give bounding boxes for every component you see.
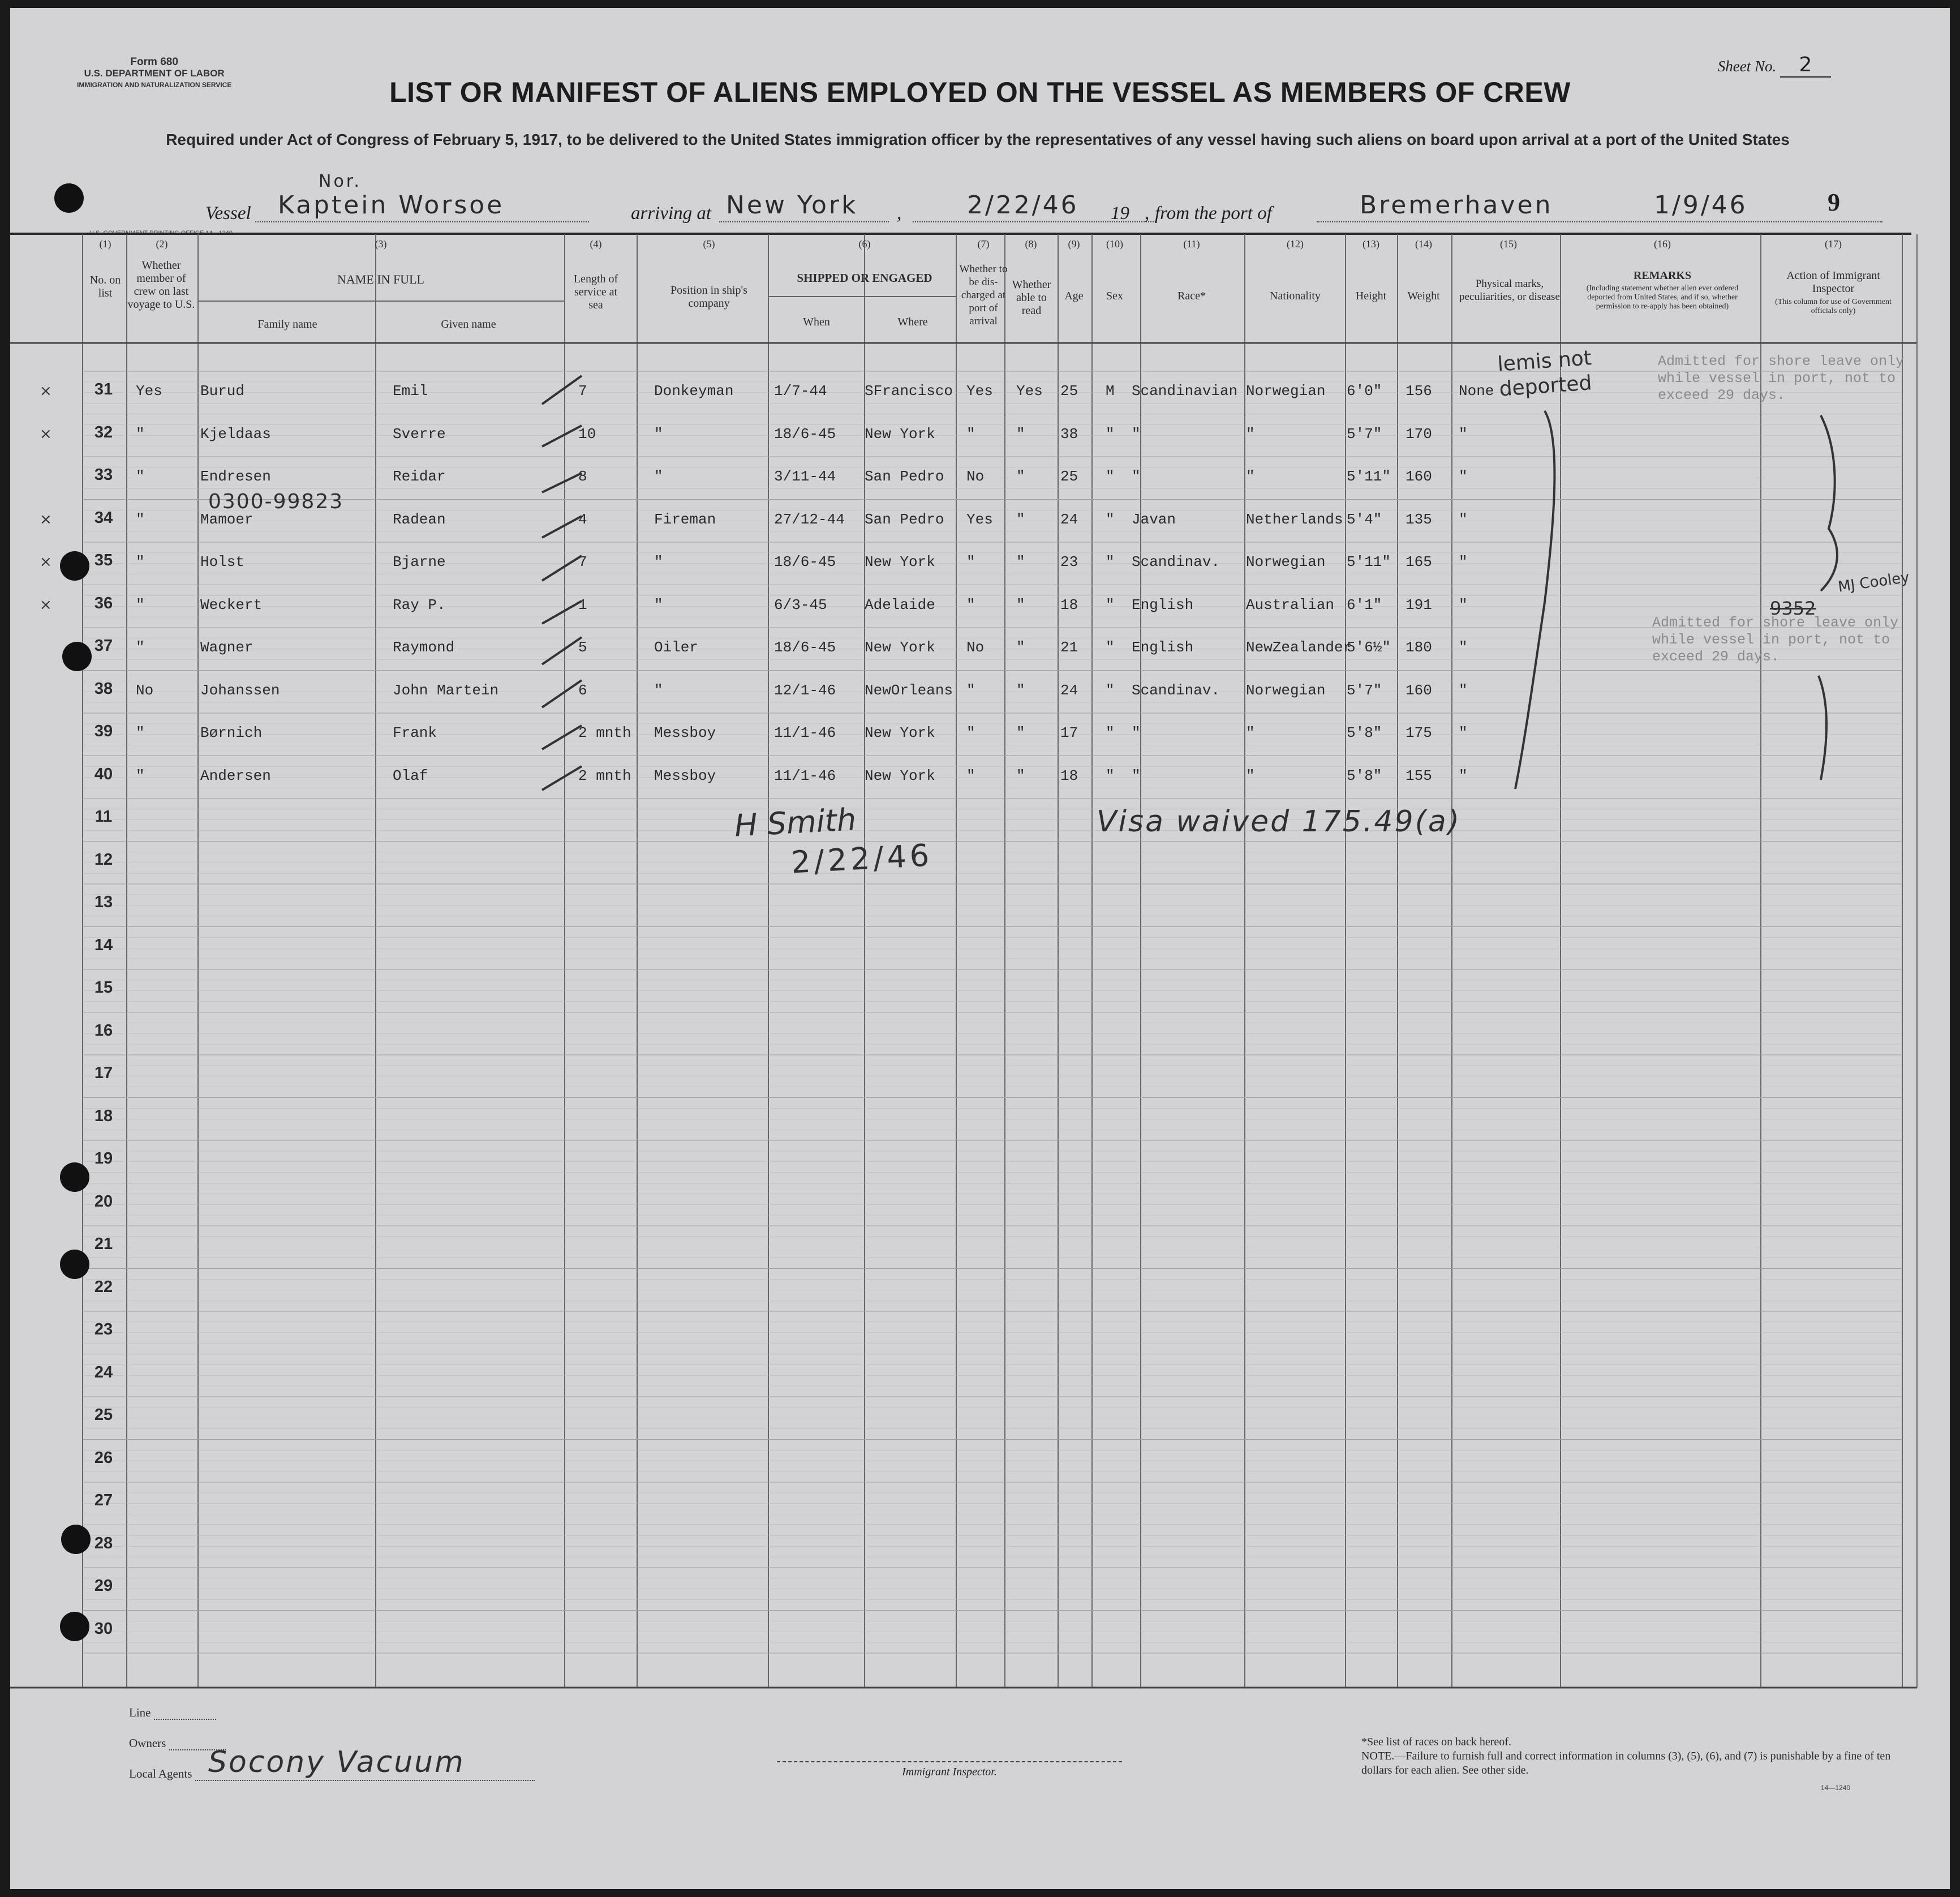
given-name-cell: Frank xyxy=(393,724,437,741)
vessel-label: Vessel xyxy=(205,203,251,224)
nationality-cell: " xyxy=(1246,468,1255,485)
service-length-cell: 5 xyxy=(578,639,587,656)
service-length-cell: 10 xyxy=(578,425,596,443)
row-number: 36 xyxy=(94,594,113,612)
row-number: 34 xyxy=(94,508,113,527)
discharged-cell: Yes xyxy=(966,510,993,528)
col-remarks: REMARKS xyxy=(1633,269,1692,282)
height-cell: 5'7" xyxy=(1347,681,1382,699)
col-physical-marks: Physical marks, peculiarities, or disease xyxy=(1459,278,1560,303)
row-number: 19 xyxy=(94,1149,113,1168)
sex-cell: " xyxy=(1106,553,1115,570)
row-number: 20 xyxy=(94,1192,113,1211)
row-number: 17 xyxy=(94,1064,113,1082)
local-agents-value: Socony Vacuum xyxy=(208,1745,465,1779)
weight-cell: 155 xyxy=(1405,767,1432,784)
able-to-read-cell: " xyxy=(1016,767,1025,784)
immigrant-inspector-line: Immigrant Inspector. xyxy=(777,1761,1122,1779)
race-cell: " xyxy=(1132,767,1141,784)
shore-leave-stamp-2: Admitted for shore leave only while vessel in port, not to exceed 29 days. xyxy=(1652,615,1899,665)
discharged-cell: " xyxy=(966,596,975,613)
able-to-read-cell: Yes xyxy=(1016,383,1043,400)
given-name-cell: Radean xyxy=(393,510,446,528)
race-cell: Scandinav. xyxy=(1132,553,1220,570)
given-name-cell: Emil xyxy=(393,383,428,400)
row-number: 22 xyxy=(94,1277,113,1296)
discharged-cell: " xyxy=(966,553,975,570)
family-name-cell: Andersen xyxy=(200,767,271,784)
weight-cell: 156 xyxy=(1405,383,1432,400)
race-cell: Javan xyxy=(1132,510,1176,528)
row-number: 30 xyxy=(94,1619,113,1638)
race-cell: Scandinavian xyxy=(1132,383,1238,400)
position-cell: Fireman xyxy=(654,510,716,528)
physical-marks-cell: " xyxy=(1459,468,1468,485)
row-number: 16 xyxy=(94,1021,113,1040)
penalty-note: NOTE.—Failure to furnish full and correct information in columns (3), (5), (6), and (7) is punishable by a fine of ten dollars for each alien. See other side. xyxy=(1361,1750,1891,1776)
departure-date: 1/9/46 xyxy=(1654,191,1748,220)
height-cell: 5'7" xyxy=(1347,425,1382,443)
col-length-service: Length of service at sea xyxy=(573,273,618,311)
row-number: 27 xyxy=(94,1491,113,1509)
physical-marks-cell: " xyxy=(1459,767,1468,784)
printing-office-line: U.S. GOVERNMENT PRINTING OFFICE 14—1240 xyxy=(89,230,233,237)
family-name-cell: Kjeldaas xyxy=(200,425,271,443)
col-inspector-action: Action of Immigrant Inspector xyxy=(1786,269,1880,295)
position-cell: Oiler xyxy=(654,639,699,656)
col-where: Where xyxy=(897,316,928,328)
sex-cell: " xyxy=(1106,596,1115,613)
position-cell: Messboy xyxy=(654,767,716,784)
row-number: 35 xyxy=(94,551,113,569)
physical-marks-cell: " xyxy=(1459,681,1468,699)
form-code: 14—1240 xyxy=(1821,1784,1851,1792)
shipped-where-cell: NewOrleans xyxy=(865,681,953,699)
row-number: 12 xyxy=(94,850,113,869)
family-name-cell: Burud xyxy=(200,383,245,400)
physical-marks-cell: " xyxy=(1459,724,1468,741)
family-name-cell: Endresen xyxy=(200,468,271,485)
position-cell: " xyxy=(654,468,663,485)
height-cell: 6'0" xyxy=(1347,383,1382,400)
remarks-handwritten: lemis not deported xyxy=(1497,346,1593,401)
height-cell: 5'6½" xyxy=(1347,639,1391,656)
voyage-cell: " xyxy=(136,639,145,656)
weight-cell: 160 xyxy=(1405,681,1432,699)
shipped-where-cell: New York xyxy=(865,553,935,570)
service-length-cell: 8 xyxy=(578,468,587,485)
vessel-line: Vessel Nor. Kaptein Worsoe arriving at New York , 2/22/46 19 , from the port of Bremerhaven 1/9/46 xyxy=(205,186,1875,226)
service-length-cell: 4 xyxy=(578,510,587,528)
age-cell: 21 xyxy=(1060,639,1078,656)
check-mark: × xyxy=(40,383,52,400)
race-cell: " xyxy=(1132,468,1141,485)
form-number: Form 680 xyxy=(130,56,178,68)
weight-cell: 175 xyxy=(1405,724,1432,741)
voyage-cell: No xyxy=(136,681,154,699)
voyage-cell: " xyxy=(136,468,145,485)
check-mark: × xyxy=(40,510,52,528)
footer-owners: Owners xyxy=(129,1736,226,1750)
family-name-cell: Mamoer xyxy=(200,510,253,528)
page-title: LIST OR MANIFEST OF ALIENS EMPLOYED ON THE VESSEL AS MEMBERS OF CREW xyxy=(389,76,1571,108)
race-cell: English xyxy=(1132,596,1194,613)
col-shipped-engaged: SHIPPED OR ENGAGED xyxy=(797,271,932,285)
footer-local-agents: Local Agents xyxy=(129,1767,535,1781)
check-mark: × xyxy=(40,596,52,613)
inspector-date: 2/22/46 xyxy=(790,837,934,881)
age-cell: 23 xyxy=(1060,553,1078,570)
binder-hole xyxy=(60,551,89,581)
row-number: 31 xyxy=(94,380,113,398)
arriving-label: arriving at xyxy=(631,203,712,224)
from-label: from the port of xyxy=(1155,203,1272,224)
physical-marks-cell: None xyxy=(1459,383,1494,400)
row-number: 21 xyxy=(94,1235,113,1253)
weight-cell: 180 xyxy=(1405,639,1432,656)
shipped-when-cell: 3/11-44 xyxy=(774,468,836,485)
family-name-cell: Weckert xyxy=(200,596,263,613)
height-cell: 5'11" xyxy=(1347,468,1391,485)
race-cell: " xyxy=(1132,724,1141,741)
col-remarks-note: (Including statement whether alien ever ordered deported from United States, and if so, whether permission to re-apply has been obtained) xyxy=(1586,284,1739,311)
manifest-page: Form 680 U.S. DEPARTMENT OF LABOR IMMIGRATION AND NATURALIZATION SERVICE Sheet No. 2 LIST OR MANIFEST OF ALIENS EMPLOYED ON THE VESSEL AS MEMBERS OF CREW Required under Act of Congress of February 5, 1917, to be delivered to the United States immigration officer by the representatives of any vessel having such aliens on board upon arrival at a port of the United States Vessel Nor. Kaptein Worsoe arriving at New York , 2/22/46 19 , from the port of Bremerhaven 1/9/46 9 U.S. GOVERNMENT PRINTING OFFICE 14—1240 (1) No. on list (2) Whether member of crew on last voyage to U.S. (3) NAME IN FULL Family name Given name (4) Length of service at sea (5) Position in ship's company (6) SHIPPED OR ENGAGED When Where (7) Whether to be dis-charged at port of arrival (8) Whether able to read (9) Age (10) Sex (11) Race* (12) Nationality (13) Height (14) Weight (15) Physical marks, peculiarities, or disease (16) REMARKS (Including statement whether alien ever ordered deported from United States, and if so, whether permission to re-apply has been obtained) (17) Action of Immigrant Inspector (This column for use of Government officials only) × 31 Yes Burud Emil 7 Donkeyman 1/7-44 SFrancisco Yes Yes 25 M Scandinavian Norwegian 6'0" 156 None × 32 " Kjeldaas Sverre 10 " 18/6-45 New York " " 38 " " " 5'7" 170 " 33 " Endresen Reidar 8 " 3/11-44 San Pedro No " 25 " " " 5'11" 160 " × 34 " Mamoer Radean 4 Fireman 27/12-44 San Pedro Yes " 24 " Javan Netherlands 5'4" 135 " × 35 " Holst Bjarne 7 " 18/6-45 New York " " 23 " Scandinav. Norwegian 5'11" 165 " × 36 " Weckert Ray P. 1 " 6/3-45 Adelaide " " 18 " English Australian 6'1" 191 " 37 " Wagner Raymond 5 Oiler 18/6-45 New York No " 21 " English NewZealander 5'6½" 180 " 38 No Johanssen John Martein 6 " 12/1-46 NewOrleans " " 24 " Scandinav. Norwegian 5'7" 160 " 39 " Børnich Frank 2 mnth Messboy 11/1-46 New York " " 17 " " " 5'8" 175 " 40 " Andersen Olaf 2 mnth Messboy 11/1-46 New York " " 18 " " " 5'8" 155 " 11 12 13 14 15 16 17 18 19 20 21 22 23 24 25 26 27 28 29 30 0300-99823 lemis not deported Admitted for shore leave only while vessel in port, not to exceed 29 days. Admitted for shore leave only while vessel in port, not to exceed 29 days. H Smith 2/22/46 Visa waived 175.49(a) MJ Cooley 9352 Line Owners Local Agents Socony Vacuum Immigrant Inspector. *See list of races on back hereof. NOTE.—Failure to furnish full and correct information in columns (3), (5), (6), and (7) is punishable by a fine of ten dollars for each alien. See other side. 14—1240 xyxy=(10,8,1950,1889)
able-to-read-cell: " xyxy=(1016,553,1025,570)
position-cell: Messboy xyxy=(654,724,716,741)
given-name-cell: Olaf xyxy=(393,767,428,784)
nationality-cell: Norwegian xyxy=(1246,553,1326,570)
col-family-name: Family name xyxy=(257,318,317,331)
race-cell: " xyxy=(1132,425,1141,443)
shipped-when-cell: 1/7-44 xyxy=(774,383,827,400)
arrival-date: 2/22/46 xyxy=(967,191,1079,220)
discharged-cell: No xyxy=(966,468,985,485)
shipped-when-cell: 27/12-44 xyxy=(774,510,845,528)
weight-cell: 160 xyxy=(1405,468,1432,485)
col-inspector-action-note: (This column for use of Government officials only) xyxy=(1775,298,1892,315)
shipped-where-cell: San Pedro xyxy=(865,510,944,528)
service-length-cell: 2 mnth xyxy=(578,724,631,741)
vessel-name: Kaptein Worsoe xyxy=(278,191,505,220)
family-name-cell: Johanssen xyxy=(200,681,280,699)
binder-hole xyxy=(62,642,92,671)
row-number: 24 xyxy=(94,1363,113,1381)
voyage-cell: " xyxy=(136,767,145,784)
physical-marks-cell: " xyxy=(1459,510,1468,528)
col-when: When xyxy=(803,316,830,328)
given-name-cell: Sverre xyxy=(393,425,446,443)
able-to-read-cell: " xyxy=(1016,425,1025,443)
col-name-in-full: NAME IN FULL xyxy=(337,272,424,286)
age-cell: 17 xyxy=(1060,724,1078,741)
binder-hole xyxy=(54,183,84,213)
arrival-port: New York xyxy=(726,191,858,220)
given-name-cell: Ray P. xyxy=(393,596,446,613)
physical-marks-cell: " xyxy=(1459,596,1468,613)
family-name-cell: Holst xyxy=(200,553,245,570)
inspector-initials-small: MJ Cooley xyxy=(1837,569,1911,596)
sex-cell: " xyxy=(1106,468,1115,485)
shipped-where-cell: SFrancisco xyxy=(865,383,953,400)
row-number: 14 xyxy=(94,935,113,954)
sex-cell: " xyxy=(1106,724,1115,741)
nationality-cell: NewZealander xyxy=(1246,639,1352,656)
row-number: 11 xyxy=(94,808,113,826)
height-cell: 5'11" xyxy=(1347,553,1391,570)
height-cell: 5'8" xyxy=(1347,724,1382,741)
given-name-cell: Reidar xyxy=(393,468,446,485)
able-to-read-cell: " xyxy=(1016,468,1025,485)
service-length-cell: 7 xyxy=(578,383,587,400)
age-cell: 25 xyxy=(1060,468,1078,485)
able-to-read-cell: " xyxy=(1016,724,1025,741)
height-cell: 5'4" xyxy=(1347,510,1382,528)
age-cell: 24 xyxy=(1060,681,1078,699)
row-number: 32 xyxy=(94,423,113,441)
footer-line: Line xyxy=(129,1706,216,1720)
shipped-when-cell: 11/1-46 xyxy=(774,767,836,784)
given-name-cell: John Martein xyxy=(393,681,499,699)
row-number: 29 xyxy=(94,1577,113,1595)
nationality-cell: " xyxy=(1246,425,1255,443)
able-to-read-cell: " xyxy=(1016,639,1025,656)
sex-cell: " xyxy=(1106,681,1115,699)
sex-cell: M xyxy=(1106,383,1115,400)
able-to-read-cell: " xyxy=(1016,510,1025,528)
row-number: 15 xyxy=(94,978,113,997)
inspector-code: 9352 xyxy=(1770,598,1816,619)
voyage-cell: " xyxy=(136,553,145,570)
row-number: 33 xyxy=(94,466,113,484)
voyage-cell: " xyxy=(136,724,145,741)
row-number: 18 xyxy=(94,1106,113,1125)
weight-cell: 135 xyxy=(1405,510,1432,528)
row-number: 25 xyxy=(94,1406,113,1424)
row-number: 13 xyxy=(94,893,113,911)
nationality-cell: Norwegian xyxy=(1246,383,1326,400)
sheet-sequence: 9 xyxy=(1828,188,1840,216)
race-cell: English xyxy=(1132,639,1194,656)
col-discharged: Whether to be dis-charged at port of arrival xyxy=(959,263,1008,327)
alien-registration-number: 0300-99823 xyxy=(208,490,344,513)
age-cell: 38 xyxy=(1060,425,1078,443)
shipped-where-cell: Adelaide xyxy=(865,596,935,613)
shipped-where-cell: San Pedro xyxy=(865,468,944,485)
shore-leave-stamp-1: Admitted for shore leave only while vessel in port, not to exceed 29 days. xyxy=(1658,353,1905,404)
nationality-cell: Norwegian xyxy=(1246,681,1326,699)
height-cell: 5'8" xyxy=(1347,767,1382,784)
col-nationality: Nationality xyxy=(1270,290,1321,302)
nationality-cell: Australian xyxy=(1246,596,1335,613)
physical-marks-cell: " xyxy=(1459,425,1468,443)
shipped-when-cell: 12/1-46 xyxy=(774,681,836,699)
physical-marks-cell: " xyxy=(1459,639,1468,656)
sheet-number-value: 2 xyxy=(1780,53,1831,78)
binder-hole xyxy=(60,1612,89,1641)
sex-cell: " xyxy=(1106,639,1115,656)
given-name-cell: Bjarne xyxy=(393,553,446,570)
given-name-cell: Raymond xyxy=(393,639,455,656)
handwritten-brackets xyxy=(10,8,1950,1889)
voyage-cell: " xyxy=(136,510,145,528)
service-length-cell: 1 xyxy=(578,596,587,613)
check-mark: × xyxy=(40,553,52,570)
vessel-nationality: Nor. xyxy=(319,171,362,191)
service-length-cell: 6 xyxy=(578,681,587,699)
sex-cell: " xyxy=(1106,425,1115,443)
shipped-when-cell: 18/6-45 xyxy=(774,425,836,443)
weight-cell: 170 xyxy=(1405,425,1432,443)
weight-cell: 165 xyxy=(1405,553,1432,570)
physical-marks-cell: " xyxy=(1459,553,1468,570)
inspector-signature: H Smith xyxy=(733,801,857,844)
shipped-when-cell: 11/1-46 xyxy=(774,724,836,741)
position-cell: Donkeyman xyxy=(654,383,734,400)
col-no-on-list: No. on list xyxy=(89,274,121,299)
col-last-voyage: Whether member of crew on last voyage to U.S. xyxy=(127,259,195,311)
family-name-cell: Wagner xyxy=(200,639,253,656)
age-cell: 25 xyxy=(1060,383,1078,400)
departure-port: Bremerhaven xyxy=(1360,191,1553,220)
position-cell: " xyxy=(654,596,663,613)
position-cell: " xyxy=(654,425,663,443)
footer-notes xyxy=(1361,1735,1893,1778)
shipped-when-cell: 18/6-45 xyxy=(774,553,836,570)
discharged-cell: " xyxy=(966,425,975,443)
department-name: U.S. DEPARTMENT OF LABOR xyxy=(84,68,225,79)
height-cell: 6'1" xyxy=(1347,596,1382,613)
sex-cell: " xyxy=(1106,510,1115,528)
shipped-where-cell: New York xyxy=(865,425,935,443)
nationality-cell: " xyxy=(1246,724,1255,741)
year-label: 19 xyxy=(1111,203,1129,224)
row-number: 38 xyxy=(94,679,113,698)
shipped-where-cell: New York xyxy=(865,724,935,741)
nationality-cell: Netherlands xyxy=(1246,510,1343,528)
col-age: Age xyxy=(1064,290,1084,302)
able-to-read-cell: " xyxy=(1016,596,1025,613)
position-cell: " xyxy=(654,681,663,699)
sex-cell: " xyxy=(1106,767,1115,784)
shipped-when-cell: 18/6-45 xyxy=(774,639,836,656)
weight-cell: 191 xyxy=(1405,596,1432,613)
page-subtitle: Required under Act of Congress of February 5, 1917, to be delivered to the United States immigration officer by the representatives of any vessel having such aliens on board upon arrival at a port of the United States xyxy=(166,131,1790,148)
family-name-cell: Børnich xyxy=(200,724,263,741)
row-number: 28 xyxy=(94,1534,113,1552)
voyage-cell: " xyxy=(136,425,145,443)
voyage-cell: Yes xyxy=(136,383,162,400)
row-number: 37 xyxy=(94,637,113,655)
visa-waived-note: Visa waived 175.49(a) xyxy=(1097,805,1462,839)
service-length-cell: 2 mnth xyxy=(578,767,631,784)
age-cell: 18 xyxy=(1060,596,1078,613)
position-cell: " xyxy=(654,553,663,570)
row-number: 40 xyxy=(94,765,113,783)
voyage-cell: " xyxy=(136,596,145,613)
shipped-when-cell: 6/3-45 xyxy=(774,596,827,613)
col-race: Race* xyxy=(1177,290,1206,302)
binder-hole xyxy=(60,1162,89,1192)
race-note: *See list of races on back hereof. xyxy=(1361,1736,1511,1748)
col-able-to-read: Whether able to read xyxy=(1012,278,1051,317)
discharged-cell: No xyxy=(966,639,985,656)
col-height: Height xyxy=(1355,290,1387,302)
shipped-where-cell: New York xyxy=(865,767,935,784)
col-weight: Weight xyxy=(1407,290,1440,302)
nationality-cell: " xyxy=(1246,767,1255,784)
discharged-cell: " xyxy=(966,681,975,699)
sheet-label: Sheet No. xyxy=(1717,58,1777,75)
row-number: 26 xyxy=(94,1448,113,1467)
check-mark: × xyxy=(40,425,52,443)
able-to-read-cell: " xyxy=(1016,681,1025,699)
age-cell: 24 xyxy=(1060,510,1078,528)
col-position: Position in ship's company xyxy=(670,284,747,310)
race-cell: Scandinav. xyxy=(1132,681,1220,699)
binder-hole xyxy=(60,1250,89,1279)
col-sex: Sex xyxy=(1106,290,1123,302)
row-number: 39 xyxy=(94,722,113,740)
binder-hole xyxy=(61,1525,91,1554)
row-number: 23 xyxy=(94,1320,113,1338)
discharged-cell: " xyxy=(966,724,975,741)
discharged-cell: Yes xyxy=(966,383,993,400)
col-given-name: Given name xyxy=(441,318,496,331)
age-cell: 18 xyxy=(1060,767,1078,784)
shipped-where-cell: New York xyxy=(865,639,935,656)
discharged-cell: " xyxy=(966,767,975,784)
service-name: IMMIGRATION AND NATURALIZATION SERVICE xyxy=(77,81,232,89)
service-length-cell: 7 xyxy=(578,553,587,570)
